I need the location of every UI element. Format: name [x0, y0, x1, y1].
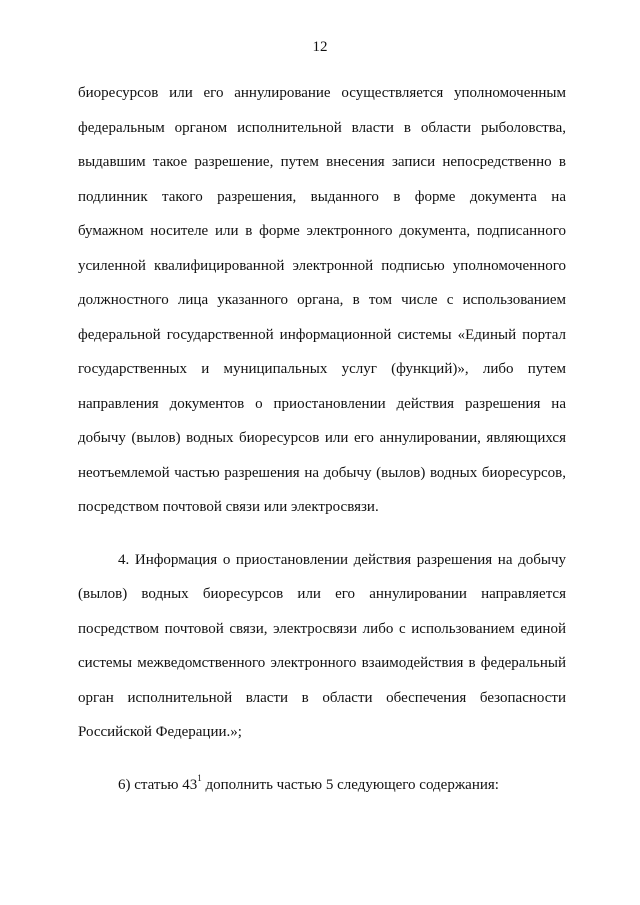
text-line: 4. Информация о приостановлении действия разрешения на добычу [118, 551, 566, 568]
document-body [78, 76, 566, 802]
text-line: федеральным органом исполнительной власти в области рыболовства, [78, 119, 566, 136]
paragraph-2 [78, 543, 566, 750]
text-line: посредством почтовой связи или электросвязи. [78, 499, 379, 515]
text-line: посредством почтовой связи, электросвязи либо с использованием единой [78, 620, 566, 637]
text-line: системы межведомственного электронного взаимодействия в федеральный [78, 655, 566, 671]
text-line: государственных и муниципальных услуг (функций)», либо путем [78, 361, 566, 377]
text-line: должностного лица указанного органа, в том числе с использованием [78, 292, 566, 308]
article-superscript: 1 [197, 772, 202, 783]
text-line: бумажном носителе или в форме электронного документа, подписанного [78, 223, 566, 239]
text-line: добычу (вылов) водных биоресурсов или его аннулировании, являющихся [78, 430, 566, 446]
text-line: неотъемлемой частью разрешения на добычу (вылов) водных биоресурсов, [78, 464, 566, 481]
amendment-suffix: дополнить частью 5 следующего содержания: [201, 776, 499, 793]
paragraph-gap [78, 750, 566, 768]
paragraph-1 [78, 76, 566, 525]
text-line: усиленной квалифицированной электронной подписью уполномоченного [78, 257, 566, 274]
text-line: Российской Федерации.»; [78, 724, 242, 740]
text-line: выдавшим такое разрешение, путем внесения записи непосредственно в [78, 154, 566, 170]
amendment-prefix: 6) статью 43 [118, 776, 198, 793]
text-line: орган исполнительной власти в области обеспечения безопасности [78, 689, 566, 706]
paragraph-gap [78, 525, 566, 543]
page-number: 12 [312, 39, 328, 55]
text-line [78, 768, 566, 803]
text-line: направления документов о приостановлении действия разрешения на [78, 395, 566, 412]
paragraph-3 [78, 768, 566, 803]
text-line: (вылов) водных биоресурсов или его аннулировании направляется [78, 586, 566, 602]
text-line: биоресурсов или его аннулирование осуществляется уполномоченным [78, 85, 566, 101]
text-line: федеральной государственной информационной системы «Единый портал [78, 326, 566, 343]
text-line: подлинник такого разрешения, выданного в форме документа на [78, 188, 566, 205]
